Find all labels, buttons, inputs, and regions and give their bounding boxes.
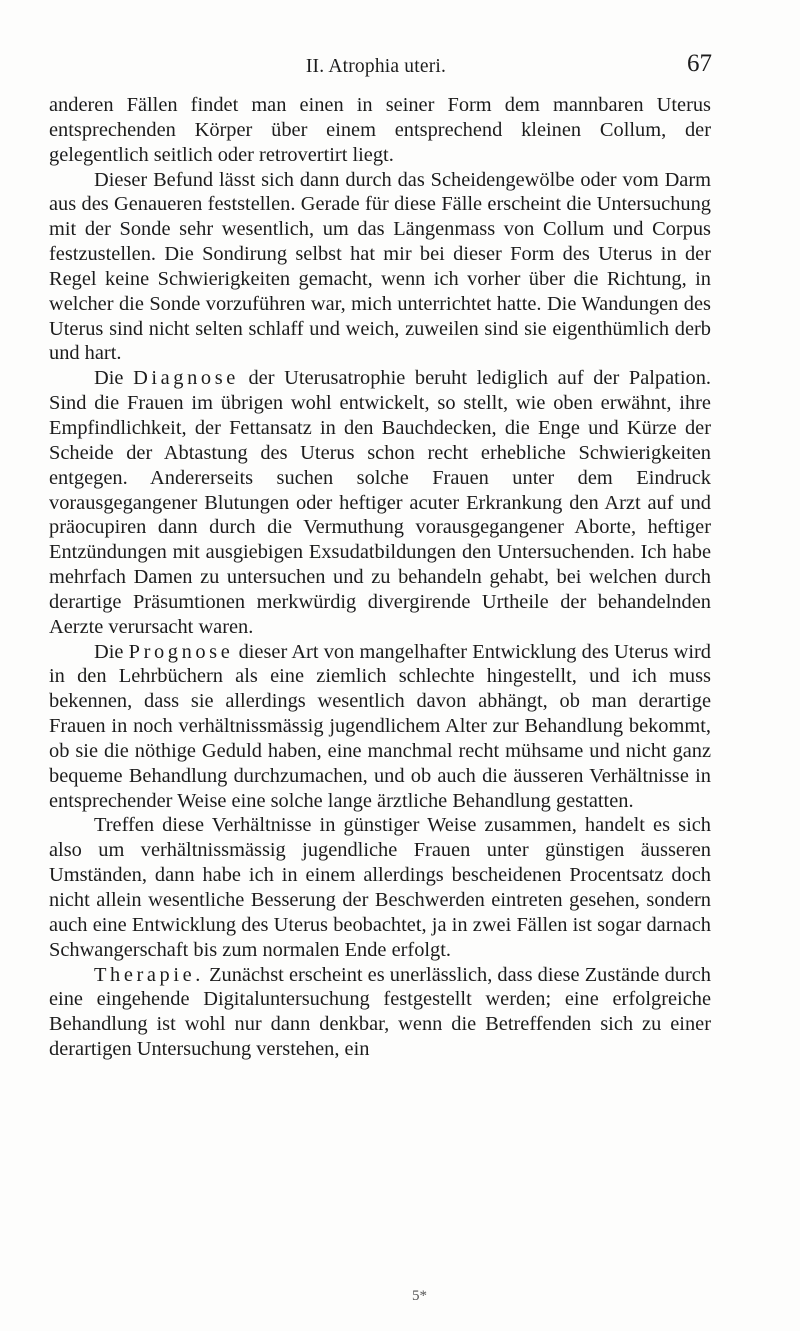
paragraph-therapie	[49, 963, 711, 1062]
paragraph-text: Treffen diese Verhältnisse in günstiger Weise zusammen, handelt es sich also um verhältnissmässig jugendliche Frauen unter günstigen äusseren Umständen, dann habe ich in einem allerdings bescheidenen Procentsatz doch nicht allein wesentliche Besserung der Beschwerden eintreten gesehen, sondern auch eine Entwicklung des Uterus beobachtet, ja in zwei Fällen ist sogar darnach Schwangerschaft bis zum normalen Ende erfolgt.	[49, 814, 711, 961]
running-head	[40, 50, 712, 82]
section-keyword-diagnose: Diagnose	[133, 367, 239, 390]
paragraph-2	[49, 168, 711, 367]
lead-prefix: Die	[94, 640, 129, 663]
lead-prefix: Die	[94, 367, 134, 390]
paragraph-prognose	[49, 640, 711, 814]
paragraph-diagnose	[49, 366, 711, 639]
signature-mark: 5*	[412, 1288, 427, 1304]
section-keyword-prognose: Prognose	[128, 640, 234, 663]
body-text	[49, 93, 711, 1062]
paragraph-text: anderen Fällen findet man einen in seiner Form dem mannbaren Uterus entsprechenden Körper über einem entsprechend kleinen Collum, der gelegentlich seitlich oder retrovertirt liegt.	[49, 94, 711, 166]
paragraph-text: dieser Art von mangelhafter Entwicklung des Uterus wird in den Lehrbüchern als eine ziemlich schlechte hingestellt, und ich muss bekennen, dass sie allerdings wesentlich davon abhängt, ob man derartige Frauen in noch verhältnissmässig jugendlichem Alter zur Behandlung bekommt, ob sie die nöthige Geduld haben, eine manchmal recht mühsame und nicht ganz bequeme Behandlung durchzumachen, und ob auch die äusseren Verhältnisse in entsprechender Weise eine solche lange ärztliche Behandlung gestatten.	[49, 640, 711, 812]
paragraph-1	[49, 93, 711, 168]
paragraph-text: Zunächst erscheint es unerlässlich, dass diese Zustände durch eine eingehende Digitaluntersuchung festgestellt werden; eine erfolgreiche Behandlung ist wohl nur dann denkbar, wenn die Betreffenden sich zu einer derartigen Untersuchung verstehen, ein	[49, 963, 711, 1061]
section-keyword-therapie: Therapie.	[94, 963, 204, 986]
paragraph-5	[49, 813, 711, 962]
page-number: 67	[687, 50, 712, 77]
running-title: II. Atrophia uteri.	[305, 56, 447, 77]
paragraph-text: der Uterusatrophie beruht lediglich auf der Palpation. Sind die Frauen im übrigen wohl entwickelt, so stellt, wie oben erwähnt, ihre Empfindlichkeit, der Fettansatz in den Bauchdecken, die Enge und Kürze der Scheide der Abtastung des Uterus schon recht erhebliche Schwierigkeiten entgegen. Andererseits suchen solche Frauen unter dem Eindruck vorausgegangener Blutungen oder heftiger acuter Erkrankung den Arzt auf und präocupiren dann durch die Vermuthung vorausgegangener Aborte, heftiger Entzündungen mit ausgiebigen Exsudatbildungen den Untersuchenden. Ich habe mehrfach Damen zu untersuchen und zu behandeln gehabt, bei welchen durch derartige Präsumtionen merkwürdig divergirende Urtheile der behandelnden Aerzte verursacht waren.	[49, 367, 711, 638]
paragraph-text: Dieser Befund lässt sich dann durch das Scheidengewölbe oder vom Darm aus des Genaueren feststellen. Gerade für diese Fälle erscheint die Untersuchung mit der Sonde sehr wesentlich, um das Längenmass von Collum und Corpus festzustellen. Die Sondirung selbst hat mir bei dieser Form des Uterus in der Regel keine Schwierigkeiten gemacht, wenn ich vorher über die Richtung, in welcher die Sonde vorzuführen war, mich unterrichtet hatte. Die Wandungen des Uterus sind nicht selten schlaff und weich, zuweilen sind sie eigenthümlich derb und hart.	[49, 168, 711, 365]
